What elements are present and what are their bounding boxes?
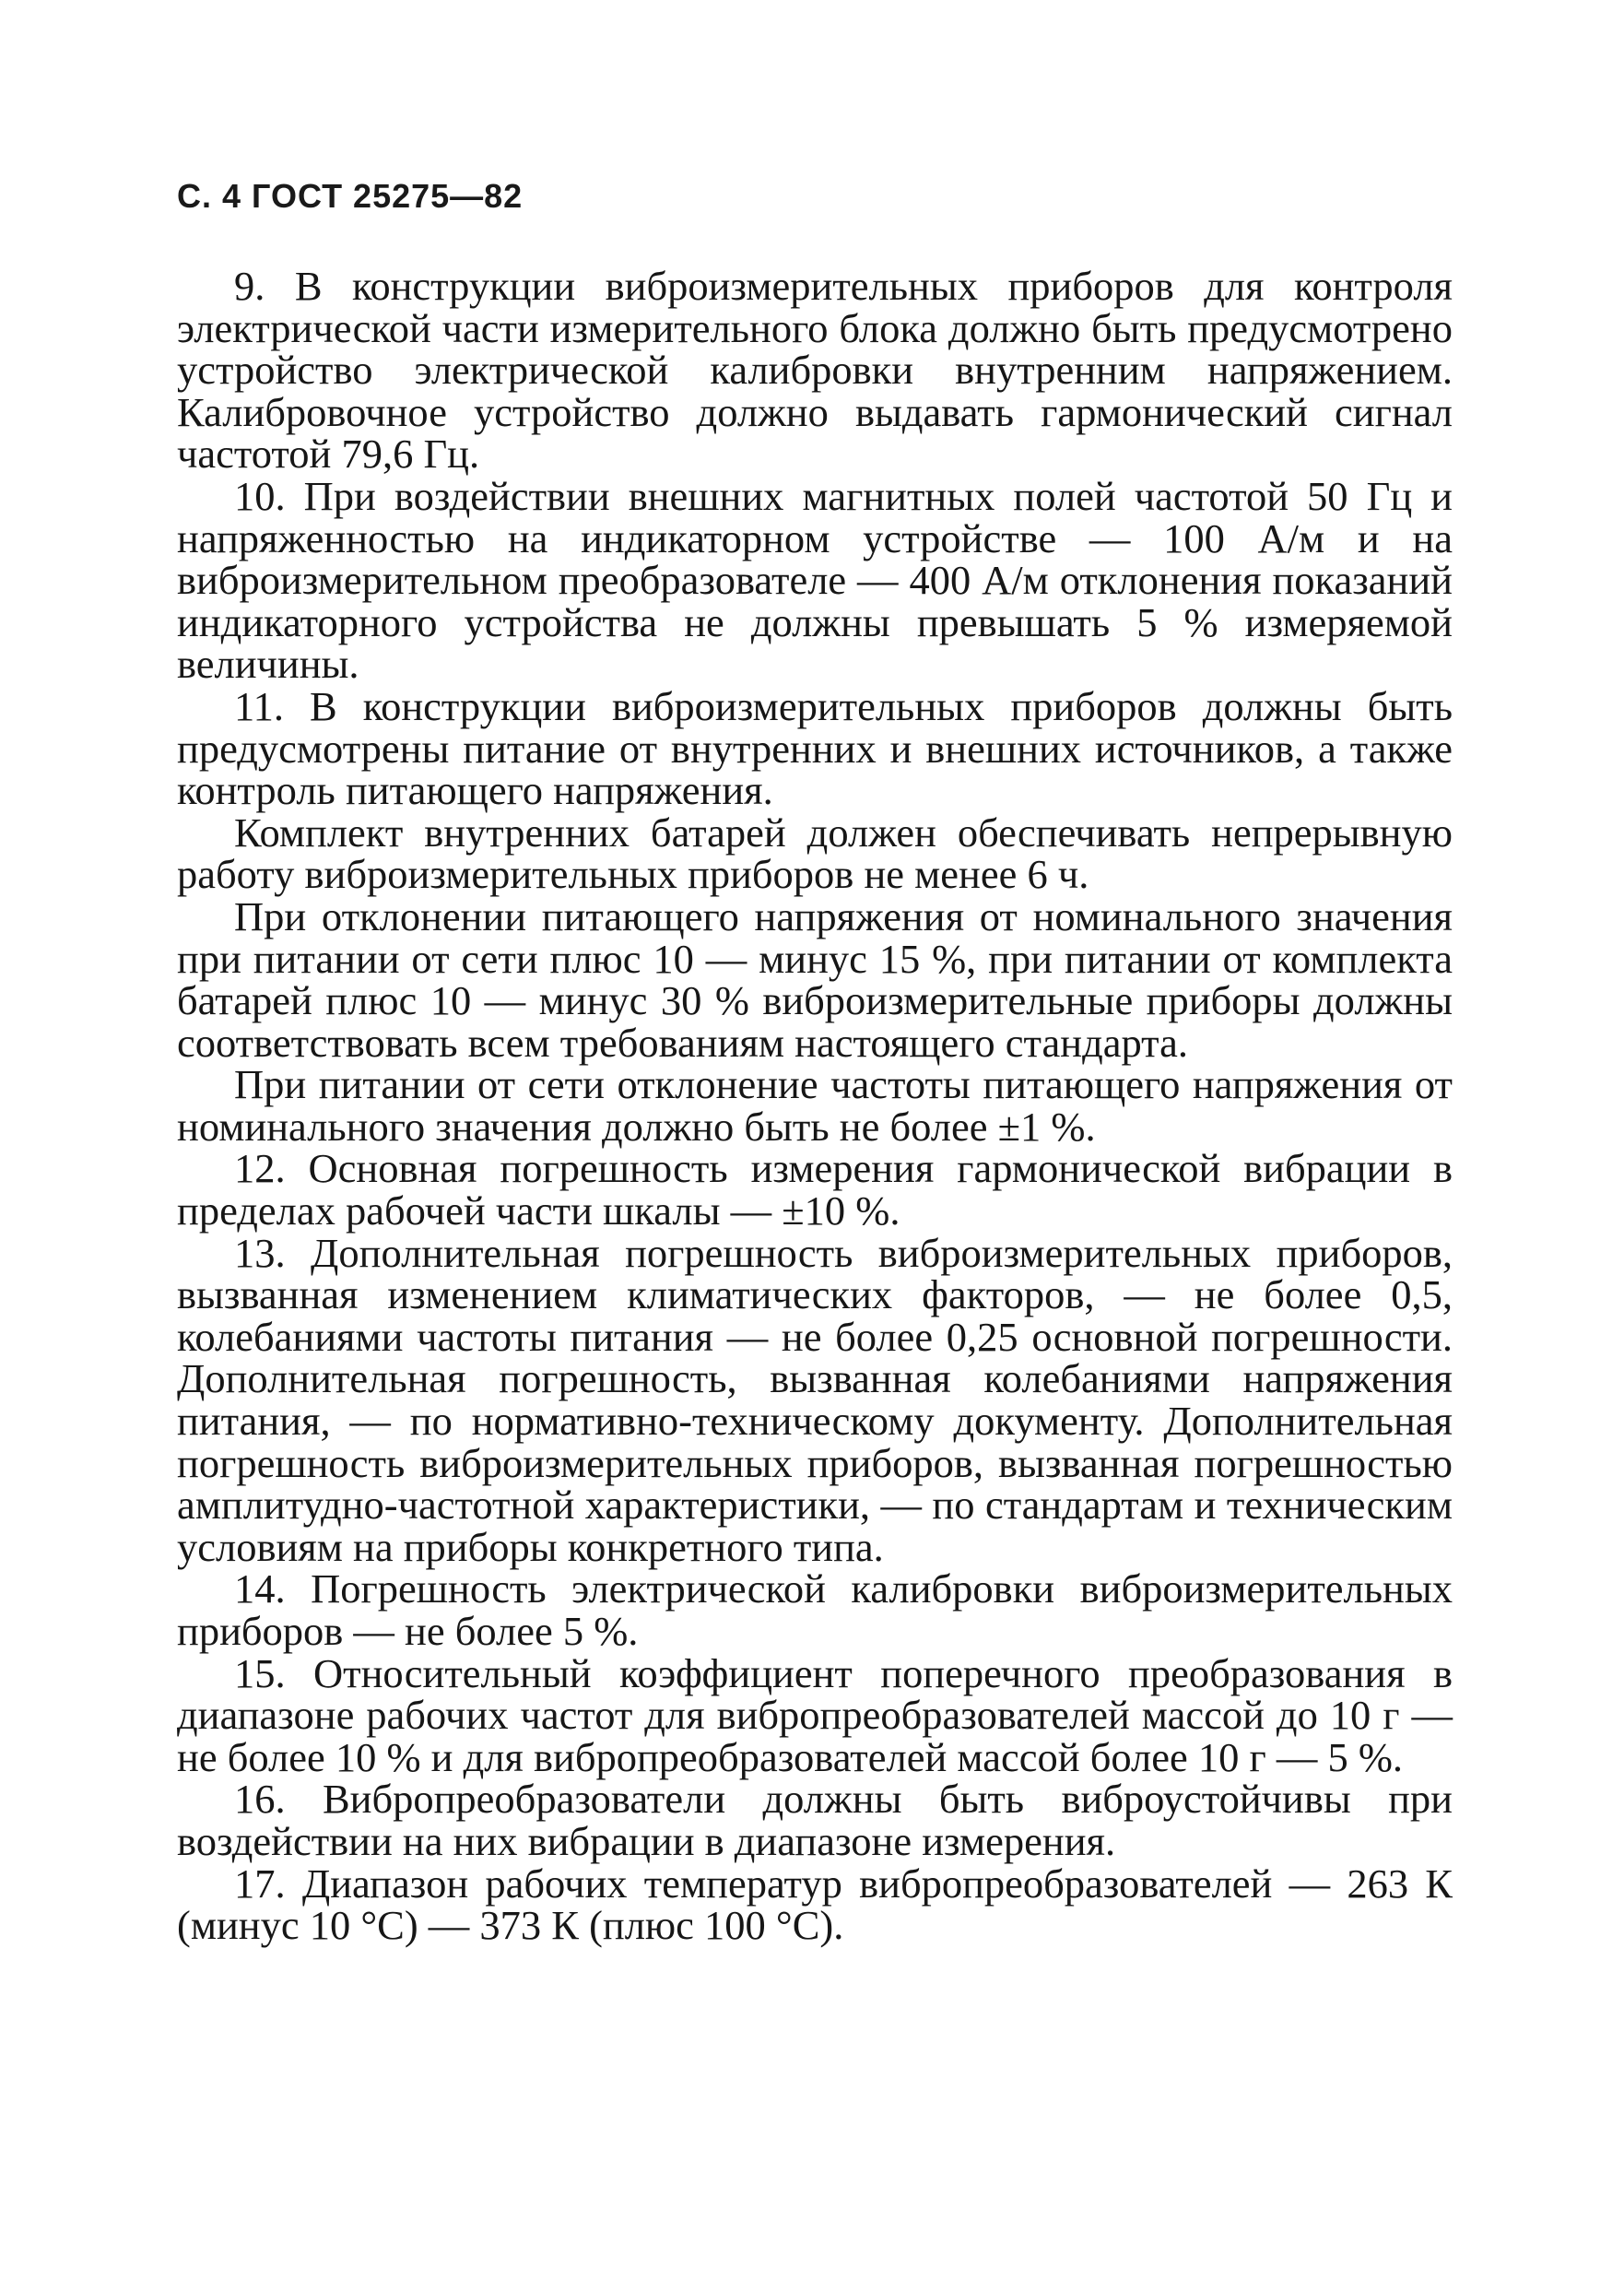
paragraph-16: 16. Вибропреобразователи должны быть виброустойчивы при воздействии на них вибрации в диапазоне измерения. [177, 1776, 1453, 1864]
paragraph-15: 15. Относительный коэффициент поперечного преобразования в диапазоне рабочих частот для вибропреобразователей массой до 10 г — не более 10 % и для вибропреобразователей массой более 10 г — 5 %. [177, 1649, 1453, 1780]
paragraph-11: 11. В конструкции виброизмерительных приборов должны быть предусмотрены питание от внутренних и внешних источников, а также контроль питающего напряжения. [177, 682, 1453, 814]
paragraph-11-frequency-deviation: При питании от сети отклонение частоты питающего напряжения от номинального значения должно быть не более ±1 %. [177, 1061, 1453, 1150]
paragraph-13: 13. Дополнительная погрешность виброизмерительных приборов, вызванная изменением климатических факторов, — не более 0,5, колебаниями частоты питания — не более 0,25 основной погрешности. Дополнительная погрешность, вызванная колебаниями напряжения питания, — по нормативно-техническому документу. Дополнительная погрешность виброизмерительных приборов, вызванная погрешностью амплитудно-частотной характеристики, — по стандартам и техническим условиям на приборы конкретного типа. [177, 1229, 1453, 1570]
paragraph-11-voltage-deviation: При отклонении питающего напряжения от номинального значения при питании от сети плюс 10 — минус 15 %, при питании от комплекта батарей плюс 10 — минус 30 % виброизмерительные приборы должны соответствовать всем требованиям настоящего стандарта. [177, 892, 1453, 1066]
paragraph-17: 17. Диапазон рабочих температур вибропреобразователей — 263 К (минус 10 °С) — 373 К (плюс 100 °С). [177, 1860, 1453, 1949]
paragraph-12: 12. Основная погрешность измерения гармонической вибрации в пределах рабочей части шкалы — ±10 %. [177, 1145, 1453, 1234]
paragraph-11-batteries: Комплект внутренних батарей должен обеспечивать непрерывную работу виброизмерительных приборов не менее 6 ч. [177, 809, 1453, 898]
paragraph-10: 10. При воздействии внешних магнитных полей частотой 50 Гц и напряженностью на индикаторном устройстве — 100 А/м и на виброизмерительном преобразователе — 400 А/м отклонения показаний индикаторного устройства не должны превышать 5 % измеряемой величины. [177, 472, 1453, 688]
paragraph-14: 14. Погрешность электрической калибровки виброизмерительных приборов — не более 5 %. [177, 1565, 1453, 1654]
page-header: С. 4 ГОСТ 25275—82 [177, 177, 524, 215]
document-body [177, 263, 1453, 1949]
paragraph-9: 9. В конструкции виброизмерительных приборов для контроля электрической части измерительного блока должно быть предусмотрено устройство электрической калибровки внутренним напряжением. Калибровочное устройство должно выдавать гармонический сигнал частотой 79,6 Гц. [177, 263, 1453, 478]
